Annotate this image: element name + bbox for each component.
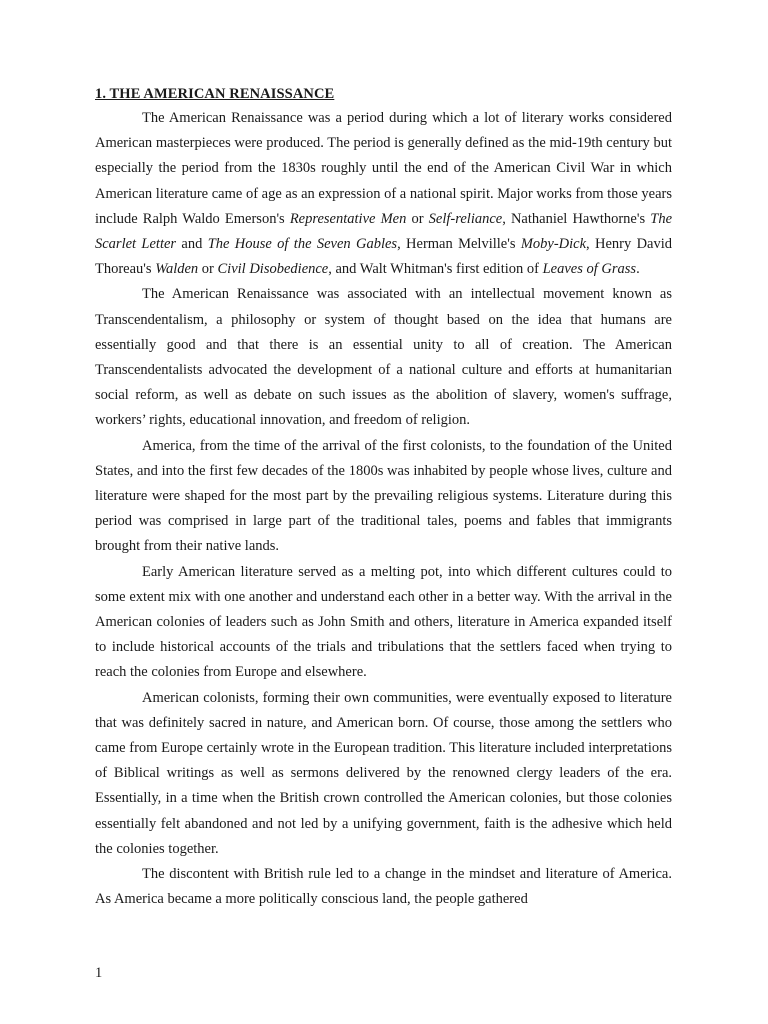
text-run: or — [198, 261, 218, 278]
paragraph-5 — [95, 686, 672, 862]
page-content — [95, 84, 672, 913]
text-run: , Nathaniel Hawthorne's — [502, 210, 651, 227]
text-run: , Herman Melville's — [397, 236, 521, 253]
paragraph-1 — [95, 106, 672, 282]
paragraph-2 — [95, 282, 672, 433]
italic-title: Moby-Dick — [520, 236, 587, 253]
paragraph-4 — [95, 560, 672, 686]
italic-title: Civil Disobedience — [217, 261, 329, 278]
text-run: or — [406, 210, 429, 227]
text-run: and — [176, 236, 208, 253]
text-run: , and Walt Whitman's first edition of — [328, 261, 543, 278]
text-run: America, from the time of the arrival of the first colonists, to the foundation of the United States, and into the first few decades of the 1800s was inhabited by people whose lives, culture and literature were shaped for the most part by the prevailing religious systems. Literature during this period was comprised in large part of the traditional tales, poems and fables that immigrants brought from their native lands. — [95, 437, 672, 555]
text-run: The discontent with British rule led to a change in the mindset and literature of America. As America became a more politically conscious land, the people gathered — [95, 866, 672, 908]
italic-title: The House of the Seven Gables — [207, 236, 398, 253]
italic-title: Self-reliance — [428, 210, 503, 227]
italic-title: Leaves of Grass — [542, 261, 637, 278]
paragraph-3 — [95, 434, 672, 560]
text-run: American colonists, forming their own communities, were eventually exposed to literature that was definitely sacred in nature, and American born. Of course, those among the settlers who came from Europe certainly wrote in the European tradition. This literature included interpretations of Biblical writings as well as sermons delivered by the renowned clergy leaders of the era. Essentially, in a time when the British crown controlled the American colonies, but those colonies essentially felt abandoned and not led by a unifying government, faith is the adhesive which held the colonies together. — [95, 689, 672, 857]
section-heading: 1. THE AMERICAN RENAISSANCE — [95, 86, 335, 102]
text-run: , Henry David Thoreau's — [95, 236, 673, 278]
italic-title: The Scarlet Letter — [95, 210, 672, 253]
page-number: 1 — [95, 965, 103, 981]
text-run: The American Renaissance was associated with an intellectual movement known as Transcendentalism, a philosophy or system of thought based on the idea that humans are essentially good and that there is an essential unity to all of creation. The American Transcendentalists advocated the development of a national culture and efforts at humanitarian social reform, as well as debate on such issues as the abolition of slavery, women's suffrage, workers’ rights, educational innovation, and freedom of religion. — [95, 286, 672, 429]
italic-title: Representative Men — [289, 210, 407, 227]
paragraph-6 — [95, 862, 672, 912]
text-run: . — [636, 261, 640, 278]
italic-title: Walden — [155, 261, 199, 278]
text-run: The American Renaissance was a period during which a lot of literary works considered American masterpieces were produced. The period is generally defined as the mid-19th century but especially the period from the 1830s roughly until the end of the American Civil War in which American literature came of age as an expression of a national spirit. Major works from those years include Ralph Waldo Emerson's — [95, 110, 672, 227]
text-run: Early American literature served as a melting pot, into which different cultures could to some extent mix with one another and understand each other in a better way. With the arrival in the American colonies of leaders such as John Smith and others, literature in America expanded itself to include historical accounts of the trials and tribulations that the settlers faced when trying to reach the colonies from Europe and elsewhere. — [95, 563, 672, 681]
